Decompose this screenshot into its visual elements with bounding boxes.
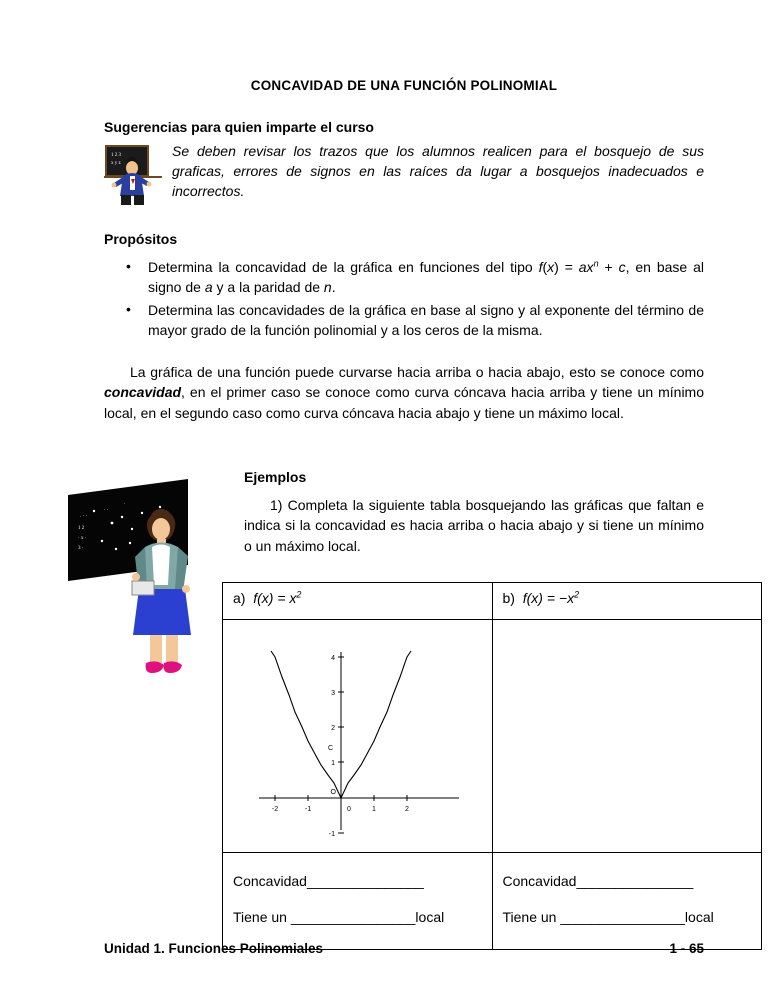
cell-a-local-line[interactable]: Tiene un ________________local: [233, 909, 445, 926]
svg-text:1 2: 1 2: [78, 526, 85, 532]
cell-b-expr: f(x) = −x: [522, 589, 575, 606]
purposes-list: [104, 257, 704, 340]
page-title: CONCAVIDAD DE UNA FUNCIÓN POLINOMIAL: [250, 78, 558, 93]
suggestions-block: [104, 141, 704, 205]
purpose-item-1: • Determina la concavidad de la gráfica en funciones del tipo $f(x) = ax^n + c$, en base al signo de a y a la paridad de n.: [148, 257, 704, 298]
suggestions-heading: Sugerencias para quien imparte el curso: [104, 119, 374, 135]
examples-block: [78, 469, 714, 950]
examples-heading: Ejemplos: [244, 469, 307, 486]
cell-a-graph: [223, 619, 493, 852]
svg-text:1 2 3: 1 2 3: [111, 153, 121, 158]
table-row-graphs: [223, 619, 762, 852]
cell-a-concavity-line[interactable]: Concavidad_______________: [233, 872, 424, 889]
teacher-icon: [104, 143, 162, 205]
purpose-item-2: [148, 300, 704, 341]
parabola-chart: [223, 620, 491, 852]
footer-right: 1 - 65: [669, 941, 704, 956]
cell-b-exponent: 2: [574, 588, 580, 599]
exercise-table: [222, 582, 762, 950]
cell-a-exponent: 2: [296, 588, 302, 599]
svg-text:-1: -1: [328, 830, 335, 838]
body-paragraph: La gráfica de una función puede curvarse hacia arriba o hacia abajo, esto se conoce como concavidad, en el primer caso se conoce como curva cóncava hacia arriba y tiene un mínimo local, en el segundo caso como curva cóncava hacia abajo y tiene un máximo local.: [104, 364, 704, 421]
concavity-term: concavidad: [104, 384, 182, 401]
svg-text:3: 3: [331, 689, 335, 697]
table-row-functions: [223, 582, 762, 619]
svg-text:-1: -1: [304, 805, 312, 813]
cell-a-expr: f(x) = x: [253, 589, 297, 606]
svg-text:0: 0: [347, 805, 351, 813]
svg-text:1: 1: [331, 759, 335, 767]
svg-text:. · ·: . · ·: [80, 514, 88, 520]
svg-text:2: 2: [331, 724, 335, 732]
purposes-heading: Propósitos: [104, 231, 178, 247]
examples-item-1: 1) Completa la siguiente tabla bosquejando las gráficas que faltan e indica si la concavidad es hacia arriba o hacia abajo y si tiene un mínimo o un máximo local.: [244, 497, 704, 554]
table-row-answers: [223, 852, 762, 949]
svg-text:2: 2: [405, 805, 409, 813]
svg-text:C: C: [327, 744, 333, 752]
suggestions-text: Se deben revisar los trazos que los alumnos realicen para el bosquejo de sus graficas, errores de signos en las raíces da lugar a bosquejos inadecuados e incorrectos.: [172, 143, 704, 199]
svg-text:·: ·: [124, 502, 126, 508]
presenter-illustration-svg: [66, 477, 246, 677]
cell-b-graph[interactable]: [492, 619, 762, 852]
cell-b-function: [492, 582, 762, 619]
teacher-illustration-svg: [104, 143, 162, 205]
cell-b-local-line[interactable]: Tiene un ________________local: [502, 909, 714, 926]
footer-left: Unidad 1. Funciones Polinomiales: [104, 941, 324, 956]
svg-text:· x ·: · x ·: [78, 536, 87, 542]
purpose-item-2-text: Determina las concavidades de la gráfica en base al signo y al exponente del término de mayor grado de la función polinomial y a los ceros de la misma.: [148, 301, 704, 338]
presenter-icon: [66, 477, 246, 672]
cell-a-label: a): [233, 589, 246, 606]
cell-b-label: b): [502, 589, 515, 606]
svg-text:1: 1: [372, 805, 376, 813]
svg-text:3 ·: 3 ·: [78, 546, 84, 552]
svg-text:· ·: · ·: [104, 508, 109, 514]
cell-a-function: [223, 582, 493, 619]
page-footer: [104, 941, 704, 956]
cell-b-answers[interactable]: [492, 852, 762, 949]
svg-text:x y z: x y z: [111, 161, 121, 166]
cell-b-concavity-line[interactable]: Concavidad_______________: [502, 872, 694, 889]
svg-text:4: 4: [331, 654, 335, 662]
cell-a-answers[interactable]: [223, 852, 493, 949]
svg-text:-2: -2: [271, 805, 279, 813]
svg-text:O: O: [330, 788, 336, 796]
